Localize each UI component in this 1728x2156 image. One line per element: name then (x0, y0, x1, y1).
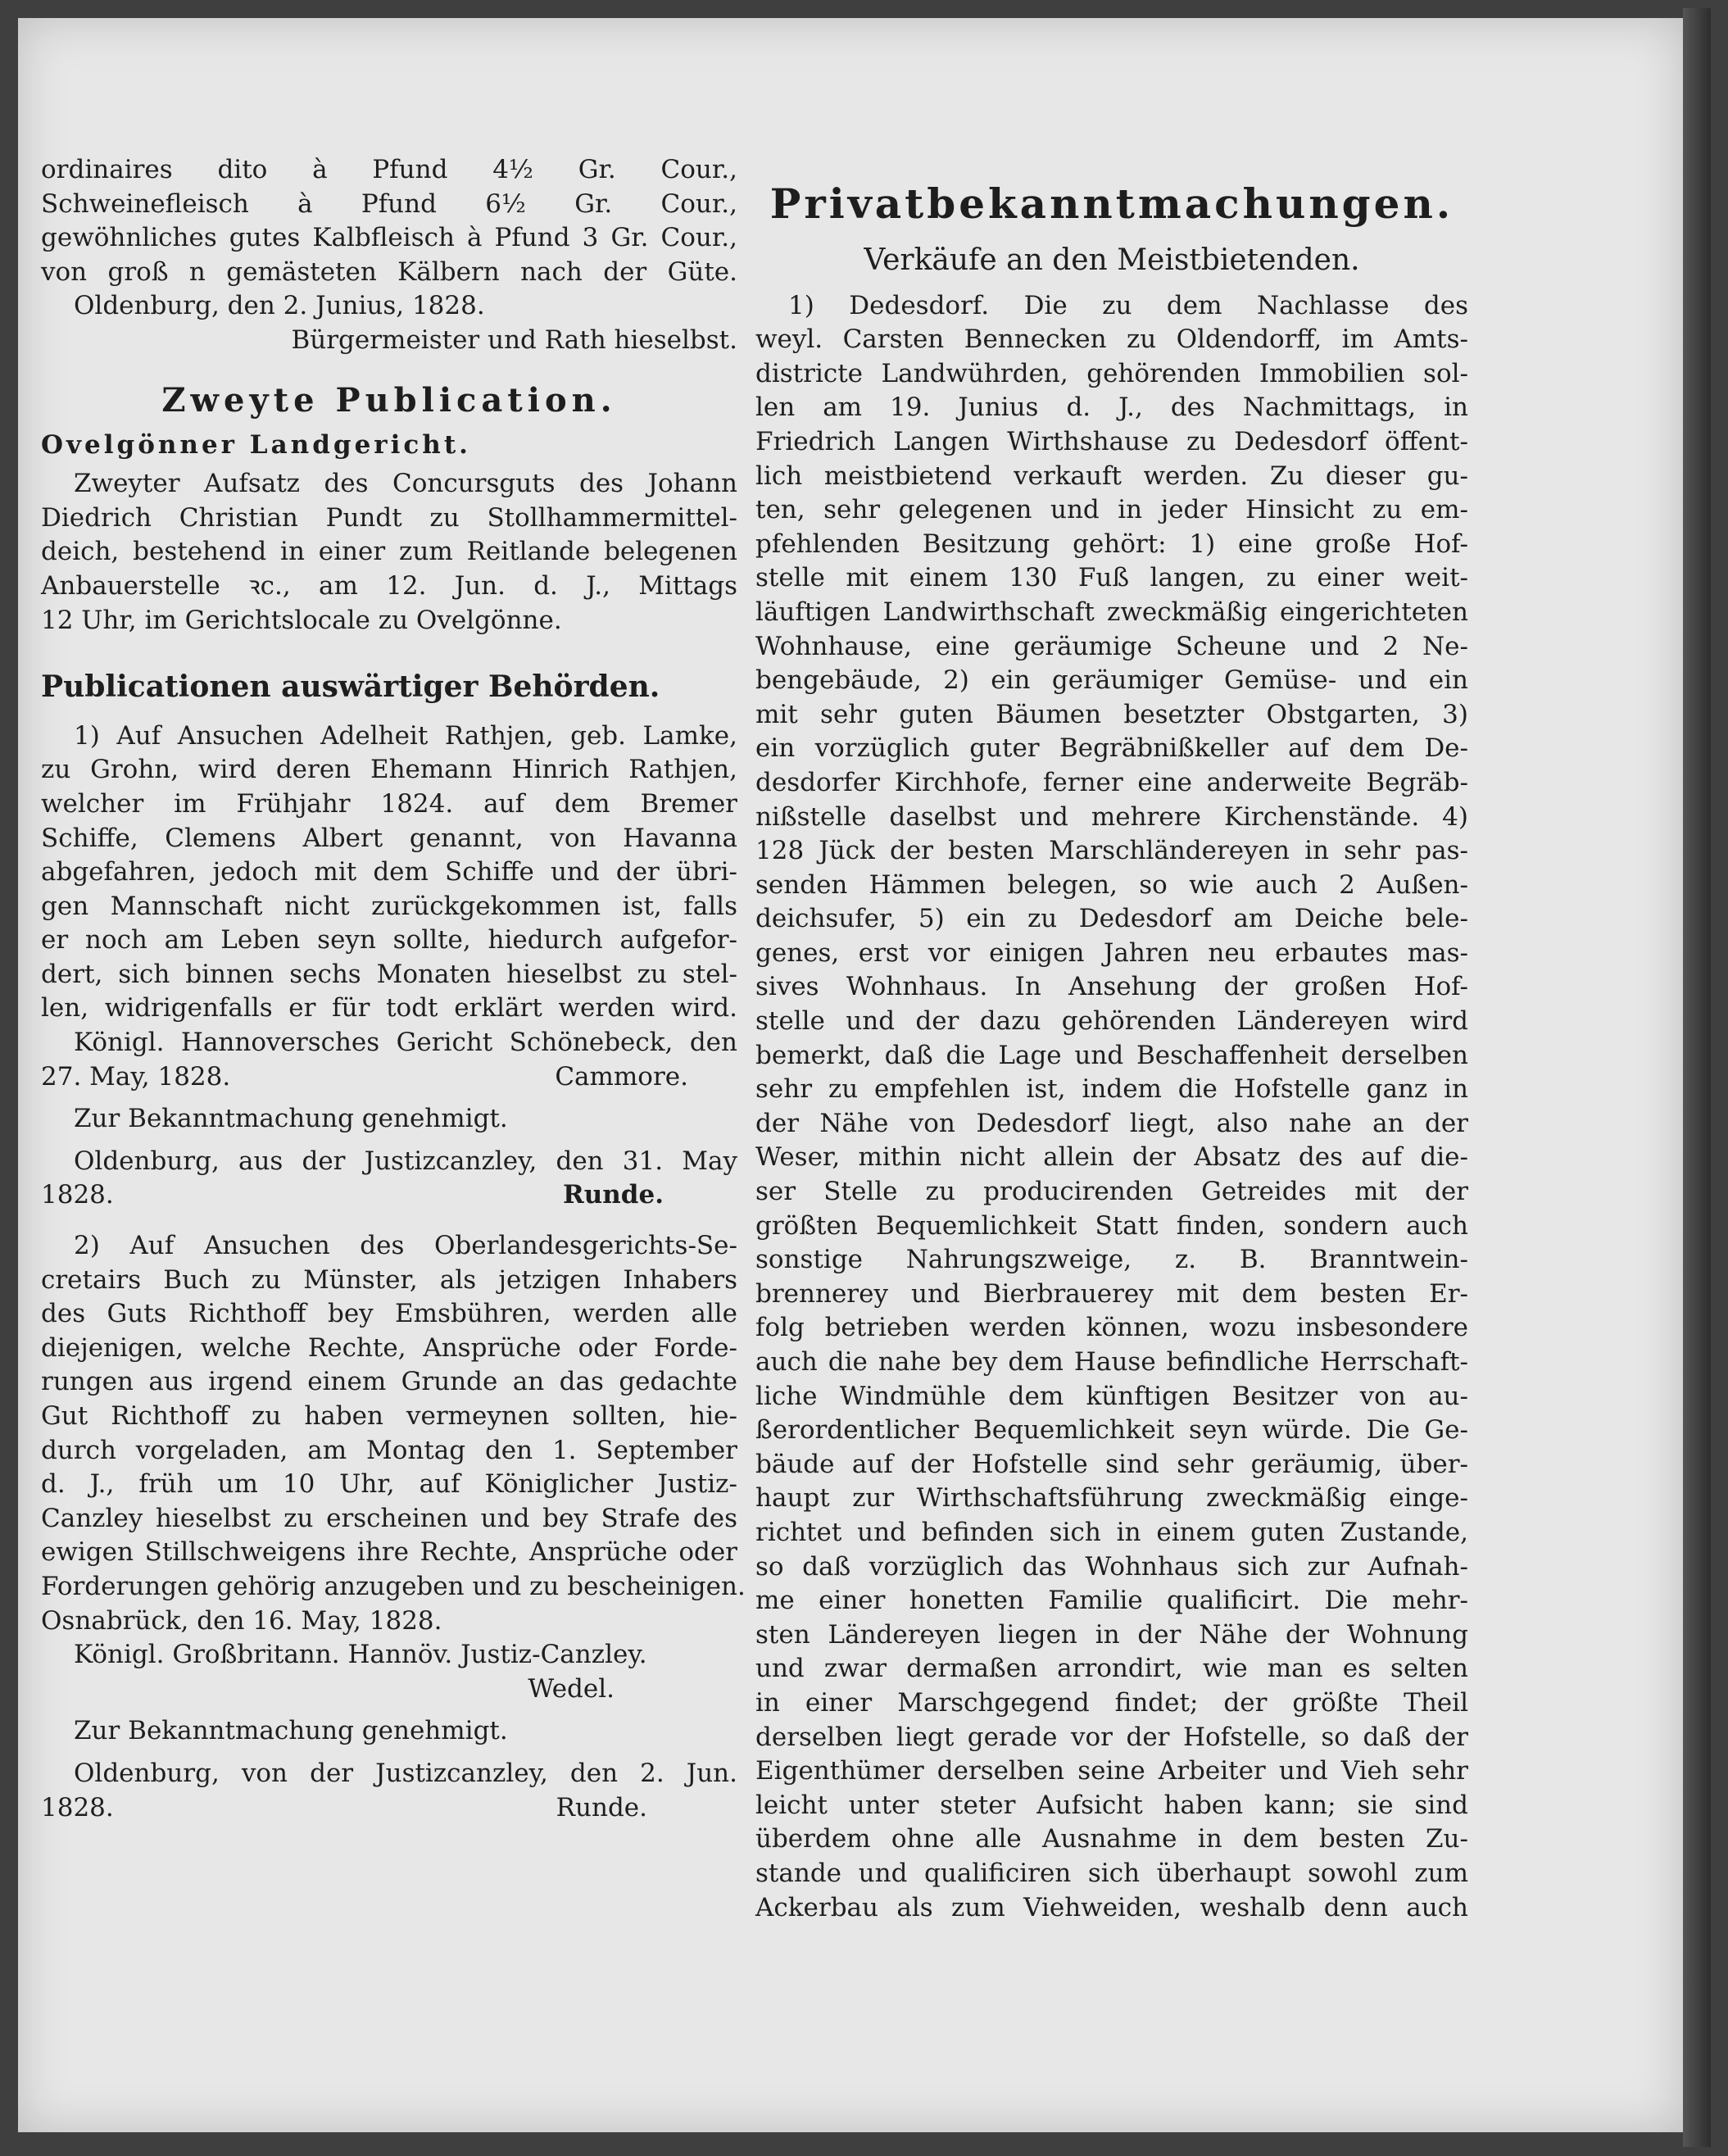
section-heading-auswaertige-behoerden: Publicationen auswärtiger Behörden. (41, 669, 660, 705)
text-line: Gut Richthoff zu haben vermeynen sollten, hie- (41, 1401, 737, 1431)
text-line: haupt zur Wirthschaftsführung zweckmäßig einge- (755, 1483, 1468, 1514)
approval-signer: Runde. (562, 1180, 664, 1210)
text-line: Diedrich Christian Pundt zu Stollhammermittel- (41, 502, 737, 533)
text-line: Canzley hieselbst zu erscheinen und bey Strafe des (41, 1503, 737, 1533)
notice-2 (41, 1229, 746, 1825)
text-line: Anbauerstelle ꝛc., am 12. Jun. d. J., Mittags (41, 570, 737, 601)
text-line: 2) Auf Ansuchen des Oberlandesgerichts-Se- (74, 1231, 737, 1261)
text-line: sives Wohnhaus. In Ansehung der großen Hof- (755, 972, 1468, 1002)
notice-date-row (41, 1060, 737, 1095)
text-line: sehr zu empfehlen ist, indem die Hofstelle ganz in (755, 1074, 1468, 1105)
notice-signer: Cammore. (555, 1061, 688, 1092)
text-line: sonstige Nahrungszweige, z. B. Branntwein- (755, 1245, 1468, 1275)
text-line: er noch am Leben seyn sollte, hiedurch aufgefor- (41, 925, 737, 955)
text-line: stelle mit einem 130 Fuß langen, zu einer weit- (755, 563, 1468, 593)
text-line: Wohnhause, eine geräumige Scheune und 2 Ne- (755, 631, 1468, 661)
section-heading-zweyte-publication: Zweyte Publication. (161, 380, 617, 420)
text-line: len, widrigenfalls er für todt erklärt werden wird. (41, 993, 737, 1024)
text-line: so daß vorzüglich das Wohnhaus sich zur Aufnah- (755, 1551, 1468, 1582)
text-line: senden Hämmen belegen, so wie auch 2 Außen- (755, 869, 1468, 900)
text-line: Königl. Hannoversches Gericht Schönebeck, den (74, 1028, 737, 1058)
price-line: gewöhnliches gutes Kalbfleisch à Pfund 3 Gr. Cour., (41, 223, 737, 253)
text-line: bäude auf der Hofstelle sind sehr geräumig, über- (755, 1449, 1468, 1479)
approval-year-row (41, 1791, 737, 1826)
approval-place-date: Oldenburg, aus der Justizcanzley, den 31. May (74, 1146, 737, 1176)
text-line: Ackerbau als zum Viehweiden, weshalb denn auch (755, 1892, 1468, 1922)
text-line: abgefahren, jedoch mit dem Schiffe und der übri- (41, 857, 737, 887)
section-heading-privatbekanntmachungen: Privatbekanntmachungen. (769, 179, 1454, 228)
text-line: welcher im Frühjahr 1824. auf dem Bremer (41, 788, 737, 819)
subheading-verkaeufe: Verkäufe an den Meistbietenden. (864, 243, 1360, 277)
text-line: ser Stelle zu producirenden Getreides mit der (755, 1177, 1468, 1207)
text-line: rungen aus irgend einem Grunde an das gedachte (41, 1367, 737, 1397)
text-line: Zweyter Aufsatz des Concursguts des Johann (74, 469, 737, 499)
text-line: leicht unter steter Aufsicht haben kann; sie sind (755, 1790, 1468, 1820)
approval-year: 1828. (41, 1792, 114, 1822)
text-line: 128 Jück der besten Marschländereyen in sehr pas- (755, 836, 1468, 866)
text-line: zu Grohn, wird deren Ehemann Hinrich Rathjen, (41, 755, 737, 785)
text-line: diejenigen, welche Rechte, Ansprüche oder Forde- (41, 1332, 737, 1363)
text-line: derselben liegt gerade vor der Hofstelle, so daß der (755, 1722, 1468, 1752)
text-line: 12 Uhr, im Gerichtslocale zu Ovelgönne. (41, 605, 562, 635)
text-line: genes, erst vor einigen Jahren neu erbautes mas- (755, 937, 1468, 968)
text-line: cretairs Buch zu Münster, als jetzigen Inhabers (41, 1264, 737, 1295)
approval-year: 1828. (41, 1180, 114, 1210)
text-line: stande und qualificiren sich überhaupt sowohl zum (755, 1858, 1468, 1888)
price-signature: Bürgermeister und Rath hieselbst. (291, 325, 737, 355)
approval-year-row (41, 1178, 737, 1213)
text-line: sten Ländereyen liegen in der Nähe der Wohnung (755, 1619, 1468, 1650)
text-line: des Guts Richthoff bey Emsbühren, werden alle (41, 1299, 737, 1329)
text-line: d. J., früh um 10 Uhr, auf Königlicher Justiz- (41, 1469, 737, 1500)
price-list (41, 153, 737, 358)
text-line: districte Landwührden, gehörenden Immobilien sol- (755, 358, 1468, 388)
approval-place-date: Oldenburg, von der Justizcanzley, den 2. Jun. (74, 1758, 737, 1788)
text-line: stelle und der dazu gehörenden Ländereyen wird (755, 1006, 1468, 1037)
text-line: folg betrieben werden können, wozu insbesondere (755, 1313, 1468, 1343)
text-line: Weser, mithin nicht allein der Absatz des auf die- (755, 1142, 1468, 1173)
text-line: pfehlenden Besitzung gehört: 1) eine große Hof- (755, 529, 1468, 559)
text-line: brennerey und Bierbrauerey mit dem besten Er- (755, 1278, 1468, 1309)
newspaper-page (18, 18, 1683, 2132)
text-line: len am 19. Junius d. J., des Nachmittags, in (755, 393, 1468, 423)
text-line: liche Windmühle dem künftigen Besitzer von au- (755, 1381, 1468, 1411)
notice-authority: Königl. Großbritann. Hannöv. Justiz-Canzley. (74, 1640, 647, 1670)
text-line: auch die nahe bey dem Hause befindliche Herrschaft- (755, 1347, 1468, 1377)
text-line: 1) Dedesdorf. Die zu dem Nachlasse des (788, 290, 1468, 320)
text-line: Schiffe, Clemens Albert genannt, von Havanna (41, 823, 737, 853)
notice-date: Osnabrück, den 16. May, 1828. (41, 1605, 442, 1636)
text-line: richtet und befinden sich in einem guten Zustande, (755, 1517, 1468, 1547)
price-place-date: Oldenburg, den 2. Junius, 1828. (74, 291, 485, 321)
text-line: dert, sich binnen sechs Monaten hieselbst zu stel- (41, 959, 737, 989)
approval-text: Zur Bekanntmachung genehmigt. (74, 1716, 508, 1746)
text-line: überdem ohne alle Ausnahme in dem besten Zu- (755, 1824, 1468, 1854)
text-line: Forderungen gehörig anzugeben und zu bescheinigen. (41, 1571, 746, 1601)
text-line: mit sehr guten Bäumen besetzter Obstgarten, 3) (755, 699, 1468, 729)
text-line: ein vorzüglich guter Begräbnißkeller auf dem De- (755, 733, 1468, 764)
text-line: deichsufer, 5) ein zu Dedesdorf am Deiche bele- (755, 904, 1468, 934)
text-line: 1) Auf Ansuchen Adelheit Rathjen, geb. Lamke, (74, 720, 737, 751)
text-line: ewigen Stillschweigens ihre Rechte, Ansprüche oder (41, 1537, 737, 1568)
text-line: bengebäude, 2) ein geräumiger Gemüse- und ein (755, 665, 1468, 696)
text-line: deich, bestehend in einer zum Reitlande belegenen (41, 537, 737, 567)
text-line: läuftigen Landwirthschaft zweckmäßig eingerichteten (755, 597, 1468, 627)
book-edge (1683, 8, 1711, 2147)
landgericht-heading: Ovelgönner Landgericht. (41, 429, 471, 460)
text-line: in einer Marschgegend findet; der größte Theil (755, 1687, 1468, 1718)
text-line: Friedrich Langen Wirthshause zu Dedesdorf öffent- (755, 426, 1468, 456)
notice-1 (41, 719, 737, 1213)
sale-notice-dedesdorf (755, 289, 1468, 1926)
concurs-notice (41, 467, 737, 638)
right-column (755, 178, 1468, 1925)
approval-text: Zur Bekanntmachung genehmigt. (74, 1104, 508, 1134)
text-line: größten Bequemlichkeit Statt finden, sondern auch (755, 1210, 1468, 1241)
text-line: bemerkt, daß die Lage und Beschaffenheit derselben (755, 1040, 1468, 1070)
text-line: der Nähe von Dedesdorf liegt, also nahe an der (755, 1108, 1468, 1138)
text-line: lich meistbietend verkauft werden. Zu dieser gu- (755, 461, 1468, 491)
approval-signer: Runde. (556, 1792, 647, 1822)
text-line: und zwar dermaßen arrondirt, wie man es selten (755, 1654, 1468, 1684)
text-line: nißstelle daselbst und mehrere Kirchenstände. 4) (755, 801, 1468, 832)
left-column (41, 153, 746, 1825)
text-line: durch vorgeladen, am Montag den 1. September (41, 1435, 737, 1465)
text-line: desdorfer Kirchhofe, ferner eine anderweite Begräb- (755, 767, 1468, 797)
text-line: Eigenthümer derselben seine Arbeiter und Vieh sehr (755, 1756, 1468, 1786)
notice-date: 27. May, 1828. (41, 1061, 231, 1092)
text-line: gen Mannschaft nicht zurückgekommen ist, falls (41, 891, 737, 921)
price-line: Schweinefleisch à Pfund 6½ Gr. Cour., (41, 188, 737, 219)
price-line: ordinaires dito à Pfund 4½ Gr. Cour., (41, 155, 737, 184)
notice-signer: Wedel. (528, 1673, 615, 1704)
text-line: me einer honetten Familie qualificirt. Die mehr- (755, 1586, 1468, 1616)
text-line: ßerordentlicher Bequemlichkeit seyn würde. Die Ge- (755, 1415, 1468, 1446)
text-line: weyl. Carsten Bennecken zu Oldendorff, im Amts- (755, 325, 1468, 355)
price-line: von groß n gemästeten Kälbern nach der Güte. (41, 256, 737, 287)
text-line: ten, sehr gelegenen und in jeder Hinsicht zu em- (755, 495, 1468, 525)
